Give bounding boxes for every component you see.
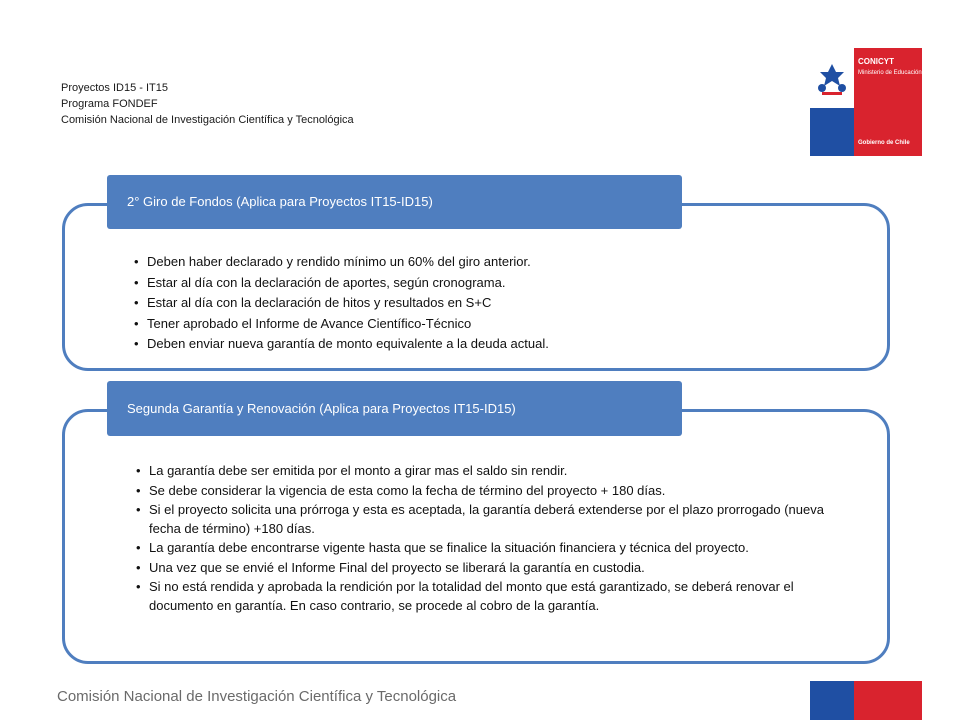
list-item: • Estar al día con la declaración de hitos y resultados en S+C xyxy=(134,293,854,314)
list-item: • Si el proyecto solicita una prórroga y esta es aceptada, la garantía deberá extenderse por el plazo prorrogado (nueva fecha de término) +180 días. xyxy=(136,501,856,538)
footer-text: Comisión Nacional de Investigación Científica y Tecnológica xyxy=(57,688,457,705)
header-line-program: Programa FONDEF xyxy=(61,98,158,110)
list-item: • Si no está rendida y aprobada la rendición por la totalidad del monto que está garantizado, se deberá renovar el documento en garantía. En caso contrario, se procede al cobro de la garantía. xyxy=(136,578,856,615)
list-item: • La garantía debe encontrarse vigente hasta que se finalice la situación financiera y técnica del proyecto. xyxy=(136,539,856,558)
logo-blue-band xyxy=(810,48,854,156)
section2-list xyxy=(136,462,856,616)
header-line-project: Proyectos ID15 - IT15 xyxy=(61,82,168,94)
footer-flag-red xyxy=(854,681,922,720)
list-item: • Estar al día con la declaración de aportes, según cronograma. xyxy=(134,273,854,294)
header-text xyxy=(61,80,354,128)
logo-ministry: Ministerio de Educación xyxy=(858,70,922,76)
section1-list xyxy=(134,252,854,355)
section2-title: Segunda Garantía y Renovación (Aplica para Proyectos IT15-ID15) xyxy=(107,381,682,436)
conicyt-logo xyxy=(810,48,922,156)
header-line-commission: Comisión Nacional de Investigación Científica y Tecnológica xyxy=(61,114,354,126)
list-item: • Se debe considerar la vigencia de esta como la fecha de término del proyecto + 180 días. xyxy=(136,482,856,501)
logo-government: Gobierno de Chile xyxy=(858,140,910,146)
list-item: • Deben haber declarado y rendido mínimo un 60% del giro anterior. xyxy=(134,252,854,273)
chile-coat-of-arms-icon xyxy=(816,58,848,98)
footer-flag xyxy=(810,681,922,720)
list-item: • Una vez que se envié el Informe Final del proyecto se liberará la garantía en custodia. xyxy=(136,559,856,578)
list-item: • La garantía debe ser emitida por el monto a girar mas el saldo sin rendir. xyxy=(136,462,856,481)
logo-name: CONICYT xyxy=(858,57,894,66)
footer-flag-blue xyxy=(810,681,854,720)
list-item: • Tener aprobado el Informe de Avance Científico-Técnico xyxy=(134,314,854,335)
list-item: • Deben enviar nueva garantía de monto equivalente a la deuda actual. xyxy=(134,334,854,355)
section1-title: 2° Giro de Fondos (Aplica para Proyectos IT15-ID15) xyxy=(107,175,682,229)
